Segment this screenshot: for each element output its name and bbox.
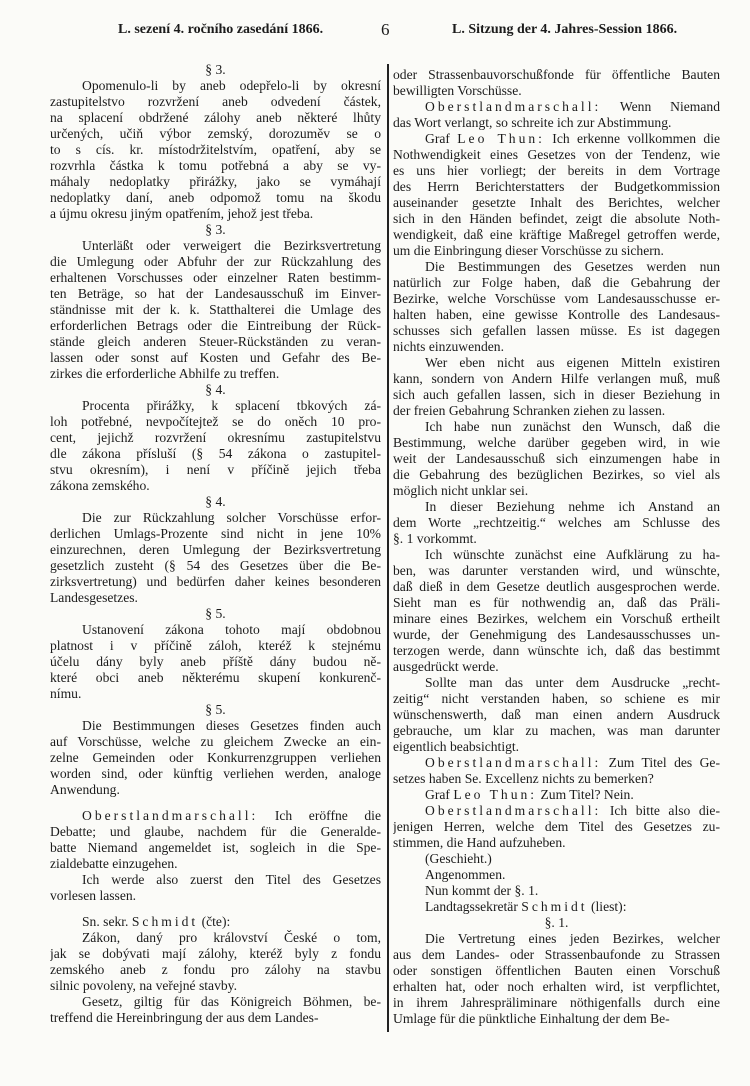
speech-paragraph (393, 131, 720, 259)
paragraph (50, 872, 381, 904)
text-line: eigentlich beabsichtigt. (393, 739, 520, 754)
text-line: Debatte; und glaube, nachdem für die Generalde- (50, 824, 381, 839)
text-line: bewilligten Vorschüsse. (393, 83, 522, 98)
text-line: die Gebahrung des bezüglichen Bezirkes, so viel als (393, 467, 720, 482)
speaker-name: Leo Thun: (457, 131, 545, 146)
text-line: in ihrem Jahrespräliminare nöthigenfalls durch eine (393, 995, 720, 1010)
speech-paragraph (393, 803, 720, 851)
text-line: Ich wünschte zunächst eine Aufklärung zu ha- (425, 547, 720, 562)
speech-paragraph (50, 808, 381, 872)
text-line: Die Bestimmungen des Gesetzes werden nun (425, 259, 720, 274)
section-heading: § 5. (205, 702, 226, 717)
text-line: lassen oder sonst auf Kosten und Gefahr des Be- (50, 350, 381, 365)
speaker-title: Graf (425, 131, 450, 146)
text-line: stände gleich anderen Steuer-Rückständen zu veran- (50, 334, 381, 349)
text-line (50, 808, 381, 824)
section-heading: § 5. (205, 606, 226, 621)
paragraph (393, 259, 720, 355)
text-line: treffend die Hereinbringung der aus dem Landes- (50, 1010, 319, 1025)
text-line: erhalten hat, oder noch erhalten wird, ist verpflichtet, (393, 979, 720, 994)
text-line: Procenta přirážky, k splacení tbkových zá- (82, 398, 381, 413)
text-line: worden sind, oder künftig verliehen werden, analoge (50, 766, 381, 781)
text-line: wurde, der Genehmigung des Landesausschusses un- (393, 627, 720, 642)
page-number: 6 (381, 20, 390, 39)
speech-paragraph (393, 99, 720, 131)
text-line: účelu dány byly aneb příště dány budou ně- (50, 654, 381, 669)
text-line: Nun kommt der §. 1. (425, 883, 539, 898)
speech-text: Ich erkenne vollkommen die (552, 131, 720, 146)
speaker-name: Oberstlandmarschall: (425, 755, 602, 770)
speech-paragraph (393, 755, 720, 787)
text-line: derlichen Umlags-Prozente sind nicht in jene 10% (50, 526, 381, 541)
section-heading: § 3. (205, 222, 226, 237)
paragraph (393, 419, 720, 499)
section-heading: §. 1. (544, 915, 569, 930)
paragraph (393, 851, 720, 867)
text-line: wendigkeit, daß eine kräftige Maßregel getroffen werde, (393, 227, 720, 242)
text-line: erforderlichen Betrags oder die Eintreibung der Rück- (50, 318, 381, 333)
text-line: erhaltenen Vorschusses oder einzelner Raten bestimm- (50, 270, 381, 285)
text-line: stimmen, die Hand aufzuheben. (393, 835, 566, 850)
text-line: zastupitelstvo rozvržení aneb odvedení částek, (50, 94, 381, 109)
paragraph (393, 499, 720, 547)
text-line: cent, jejichž rozvržení okresnímu zastupitelstvu (50, 430, 381, 445)
speaker-title: Sn. sekr. (82, 914, 129, 929)
text-line: sich auch gefallen lassen, sich in dieser Beziehung in (393, 387, 720, 402)
speech-text: (liest): (591, 899, 627, 914)
text-line: jenigen Herren, welche dem Titel des Gesetzes zu- (393, 819, 720, 834)
speaker-title: Landtagssekretär (425, 899, 518, 914)
paragraph (393, 547, 720, 675)
text-line: to s cís. kr. místodržitelstvím, opatření, aby se (50, 142, 381, 157)
column-german (393, 67, 720, 1027)
text-line: Bezirke, welche Vorschüsse vom Landesausschusse er- (393, 291, 720, 306)
text-line: určených, učiň výbor zemský, dorozuměv se o (50, 126, 381, 141)
text-line: nímu. (50, 686, 82, 701)
text-line: es uns hier vorliegt; der bereits in dem Vortrage (393, 163, 720, 178)
text-line (393, 131, 720, 147)
text-line: Landesgesetzes. (50, 590, 138, 605)
speaker-name: Leo Thun: (453, 787, 538, 802)
text-line: möglich nicht unklar sei. (393, 483, 529, 498)
text-line: nichts einzuwenden. (393, 339, 504, 354)
section-heading: § 4. (205, 382, 226, 397)
speaker-name: Oberstlandmarschall: (82, 808, 259, 823)
speech-paragraph (393, 787, 720, 803)
speech-text: Ich eröffne die (274, 808, 381, 823)
text-line: (Geschieht.) (425, 851, 492, 866)
text-line: zákona zemského. (50, 478, 150, 493)
text-line: Ich werde also zuerst den Titel des Gesetzes (82, 872, 381, 887)
text-line: Opomenulo-li by aneb odepřelo-li by okresní (82, 78, 381, 93)
speech-paragraph (50, 914, 381, 930)
text-line: weit der Landesausschuß sich einzumengen habe in (393, 451, 720, 466)
text-line (393, 803, 720, 819)
speaker-name: Oberstlandmarschall: (425, 99, 602, 114)
text-line: natürlich zur Folge haben, daß die Gebahrung der (393, 275, 720, 290)
text-line: Angenommen. (425, 867, 506, 882)
paragraph (50, 718, 381, 798)
text-line: batte Niemand angemeldet ist, sogleich in die Spe- (50, 840, 381, 855)
paragraph (393, 355, 720, 419)
text-line: Die Vertretung eines jeden Bezirkes, welcher (425, 931, 720, 946)
section-heading: § 3. (205, 62, 226, 77)
text-line: auseinander gesetzte Inhalt des Berichtes, welcher (393, 195, 720, 210)
speech-text: Zum Titel des Ge- (608, 755, 720, 770)
paragraph (393, 883, 720, 899)
paragraph (393, 67, 720, 99)
speech-text: (čte): (201, 914, 231, 929)
text-line: Die zur Rückzahlung solcher Vorschüsse erfor- (82, 510, 381, 525)
paragraph (393, 867, 720, 883)
text-line: aus dem Landes- oder Strassenbaufonde zu Strassen (393, 947, 720, 962)
text-line: §. 1 vorkommt. (393, 531, 477, 546)
text-line: ben, was darunter verstanden wird, und wünschte, (393, 563, 720, 578)
paragraph (50, 398, 381, 494)
column-divider (387, 64, 389, 1032)
text-line: silnic povoleny, na veřejné stavby. (50, 978, 237, 993)
text-line: sich in den Händen befindet, zeigt die absolute Noth- (393, 211, 720, 226)
text-line: na splacení obdržené zálohy aneb některé lhůty (50, 110, 381, 125)
paragraph (50, 622, 381, 702)
speech-text: Wenn Niemand (619, 99, 720, 114)
text-line: Unterläßt oder verweigert die Bezirksvertretung (82, 238, 381, 253)
text-line: minare eines Bezirkes, welchem ein Vorschuß ertheilt (393, 611, 720, 626)
speech-text: Zum Titel? Nein. (540, 787, 634, 802)
text-line: Bestimmung, welche darüber gegeben wird, in wie (393, 435, 720, 450)
text-line: kann, sondern von Andern Hilfe verlangen muß, muß (393, 371, 720, 386)
text-line: platnost i v příčině záloh, kteréž k stejnému (50, 638, 381, 653)
text-line: gesetzlich zusteht (§ 54 des Gesetzes über die Be- (50, 558, 381, 573)
text-line: des Herrn Berichterstatters der Budgetkommission (393, 179, 720, 194)
text-line: a újmu okresu jiným opatřením, jehož jest třeba. (50, 206, 314, 221)
text-line: das Wort verlangt, so schreite ich zur Abstimmung. (393, 115, 672, 130)
text-line: zeitig“ nicht verstanden haben, so schiene es mir (393, 691, 720, 706)
text-line: schusses sich gefallen lassen müsse. Es ist dagegen (393, 323, 720, 338)
text-line: dem Worte „rechtzeitig.“ welches am Schlusse des (393, 515, 720, 530)
speaker-name: Schmidt (521, 899, 588, 914)
text-line: zemského aneb z fondu pro zálohy na stavbu (50, 962, 381, 977)
text-line: zirkes die erforderliche Abhilfe zu treffen. (50, 366, 280, 381)
text-line: Ich habe nun zunächst den Wunsch, daß die (425, 419, 720, 434)
text-line: Gesetz, giltig für das Königreich Böhmen, be- (82, 994, 381, 1009)
text-line: ständnisse mit der k. k. Statthalterei die Umlage des (50, 302, 381, 317)
speaker-name: Schmidt (131, 914, 199, 929)
section-heading: § 4. (205, 494, 226, 509)
text-line: In dieser Beziehung nehme ich Anstand an (425, 499, 720, 514)
text-line: setzes haben Se. Excellenz nichts zu bemerken? (393, 771, 654, 786)
text-line: Zákon, daný pro království České o tom, (82, 930, 381, 945)
text-line: Sieht man es für nothwendig an, daß das Präli- (393, 595, 720, 610)
running-header-german: L. Sitzung der 4. Jahres-Session 1866. (452, 22, 678, 37)
text-line: ausgedrückt werde. (393, 659, 499, 674)
speech-text: Ich bitte also die- (609, 803, 720, 818)
text-line: Ustanovení zákona tohoto mají obdobnou (82, 622, 381, 637)
text-line: které obci aneb některému skupení konkurenč- (50, 670, 381, 685)
text-line: Anwendung. (50, 782, 120, 797)
text-line: wünschenswerth, daß man einen andern Ausdruck (393, 707, 720, 722)
text-line: Nothwendigkeit eines Gesetzes von der Tendenz, wie (393, 147, 720, 162)
text-line (393, 755, 720, 771)
speech-paragraph (393, 899, 720, 915)
column-czech (50, 62, 381, 1026)
paragraph (50, 510, 381, 606)
text-line: Umlage für die pünktliche Einhaltung der dem Be- (393, 1011, 670, 1026)
text-line: Sollte man das unter dem Ausdrucke „recht- (425, 675, 720, 690)
text-line: auf Vorschüsse, welche zu gleichem Zwecke an ein- (50, 734, 381, 749)
speaker-title: Graf (425, 787, 450, 802)
text-line: jak se dobývati mají zálohy, kteréž byly z fondu (50, 946, 381, 961)
text-line: vorlesen lassen. (50, 888, 137, 903)
text-line: halten haben, eine gewisse Kontrolle des Landesaus- (393, 307, 720, 322)
text-line (50, 914, 381, 930)
text-line (393, 787, 720, 803)
text-line: rozvrhla částka k tomu potřebná a aby se vy- (50, 158, 381, 173)
text-line: um die Einbringung dieser Vorschüsse zu sichern. (393, 243, 664, 258)
running-header-czech: L. sezení 4. ročního zasedání 1866. (118, 22, 324, 37)
text-line (393, 99, 720, 115)
text-line: daß dieß in dem Gesetze deutlich ausgesprochen werde. (393, 579, 720, 594)
text-line: die Umlegung oder Abfuhr der zur Rückzahlung des (50, 254, 381, 269)
text-line: oder sonstigen öffentlichen Bauten einen Vorschuß (393, 963, 720, 978)
text-line: Die Bestimmungen dieses Gesetzes finden auch (82, 718, 381, 733)
text-line (393, 899, 720, 915)
paragraph (50, 994, 381, 1026)
paragraph (50, 238, 381, 382)
text-line: Wer eben nicht aus eigenen Mitteln existiren (425, 355, 720, 370)
text-line: terzogen werde, dann wünschte ich, daß das bestimmt (393, 643, 720, 658)
text-line: stvu okresním), i není v příčině jejich třeba (50, 462, 381, 477)
text-line: gebrauche, um klar zu machen, was man darunter (393, 723, 720, 738)
text-line: einzurechnen, deren Umlegung der Bezirksvertretung (50, 542, 381, 557)
text-line: der freien Gebahrung Schranken ziehen zu lassen. (393, 403, 666, 418)
paragraph (50, 930, 381, 994)
text-line: zelne Gemeinden oder Konkurrenzgruppen verliehen (50, 750, 381, 765)
text-line: zirksvertretung) und bedürfen daher keines besonderen (50, 574, 381, 589)
paragraph (50, 78, 381, 222)
text-line: máhaly nedoplatky přirážky, jako se vymáhají (50, 174, 381, 189)
text-line: loh potřebné, nevpočítejtež se do oněch 10 pro- (50, 414, 381, 429)
paragraph (393, 931, 720, 1027)
text-line: dle zákona přísluší (§ 54 zákona o zastupitel- (50, 446, 381, 461)
text-line: oder Strassenbauvorschußfonde für öffentliche Bauten (393, 67, 720, 82)
text-line: nedoplatky daní, aneb odpomož tomu na škodu (50, 190, 381, 205)
paragraph (393, 675, 720, 755)
text-line: ten Beträge, so hat der Landesausschuß im Einver- (50, 286, 381, 301)
speaker-name: Oberstlandmarschall: (425, 803, 602, 818)
text-line: zialdebatte einzugehen. (50, 856, 178, 871)
